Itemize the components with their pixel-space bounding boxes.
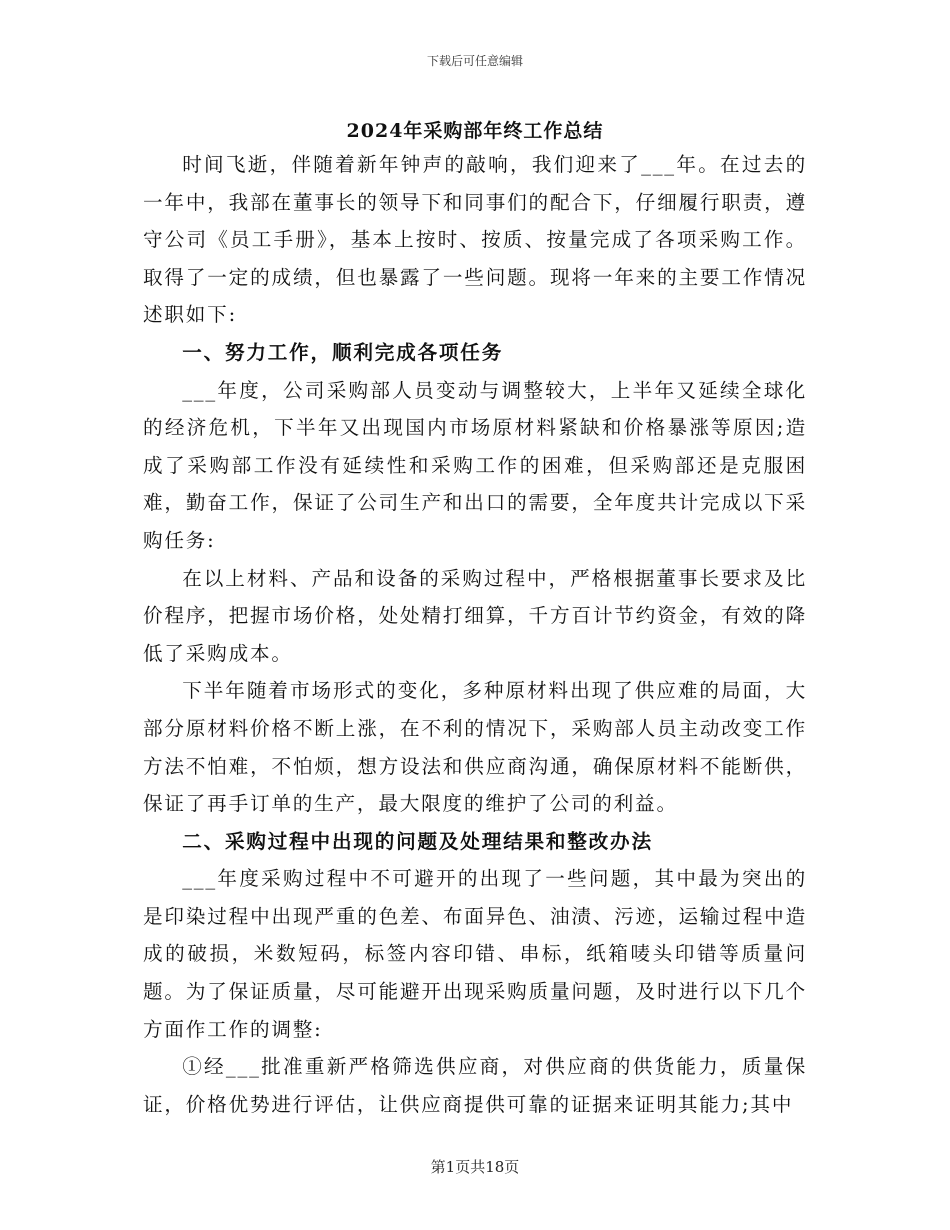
page-number: 第1页共18页: [430, 1158, 520, 1176]
paragraph-section2-b: ①经___批准重新严格筛选供应商，对供应商的供货能力，质量保证，价格优势进行评估，让供应商提供可靠的证据来证明其能力;其中: [143, 1055, 807, 1116]
document-title: 2024年采购部年终工作总结: [346, 120, 604, 142]
document-body: [143, 146, 807, 1123]
paragraph-section1-c: 下半年随着市场形式的变化，多种原材料出现了供应难的局面，大部分原材料价格不断上涨，在不利的情况下，采购部人员主动改变工作方法不怕难，不怕烦，想方设法和供应商沟通，确保原材料不能断供，保证了再手订单的生产，最大限度的维护了公司的利益。: [143, 679, 807, 816]
paragraph-intro: 时间飞逝，伴随着新年钟声的敲响，我们迎来了___年。在过去的一年中，我部在董事长的领导下和同事们的配合下，仔细履行职责，遵守公司《员工手册》，基本上按时、按质、按量完成了各项采购工作。取得了一定的成绩，但也暴露了一些问题。现将一年来的主要工作情况述职如下:: [143, 153, 807, 327]
paragraph-section1-a: ___年度，公司采购部人员变动与调整较大，上半年又延续全球化的经济危机，下半年又出现国内市场原材料紧缺和价格暴涨等原因;造成了采购部工作没有延续性和采购工作的困难，但采购部还是克服困难，勤奋工作，保证了公司生产和出口的需要，全年度共计完成以下采购任务:: [143, 378, 807, 552]
section-heading-2: 二、采购过程中出现的问题及处理结果和整改办法: [182, 829, 653, 853]
header-note: 下载后可任意编辑: [426, 54, 523, 68]
section-heading-1: 一、努力工作，顺利完成各项任务: [182, 340, 504, 364]
paragraph-section1-b: 在以上材料、产品和设备的采购过程中，严格根据董事长要求及比价程序，把握市场价格，处处精打细算，千方百计节约资金，有效的降低了采购成本。: [143, 566, 807, 665]
paragraph-section2-a: ___年度采购过程中不可避开的出现了一些问题，其中最为突出的是印染过程中出现严重的色差、布面异色、油渍、污迹，运输过程中造成的破损，米数短码，标签内容印错、串标，纸箱唛头印错等质量问题。为了保证质量，尽可能避开出现采购质量问题，及时进行以下几个方面作工作的调整:: [143, 867, 807, 1041]
